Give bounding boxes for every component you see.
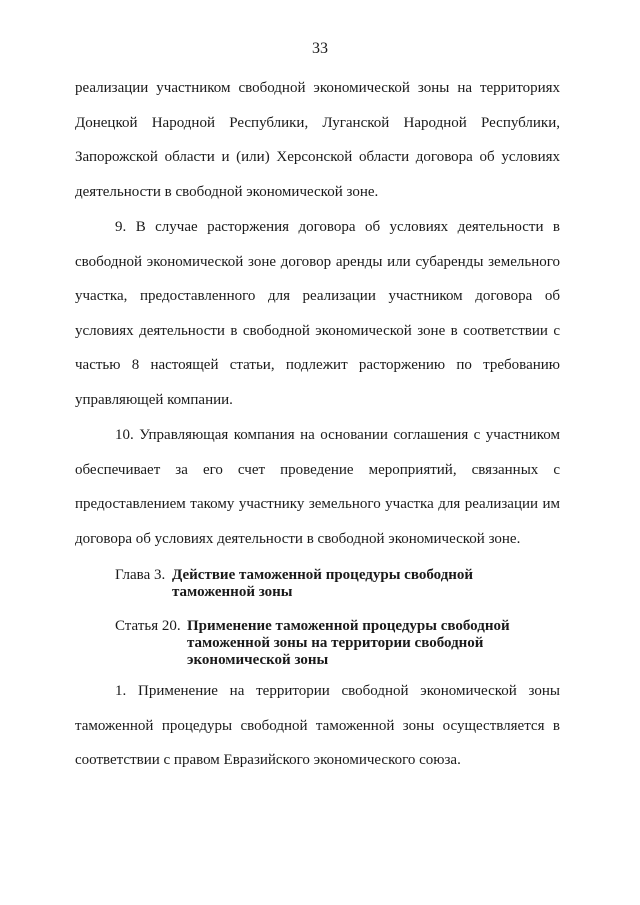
paragraph-continuation: реализации участником свободной экономической зоны на территориях Донецкой Народной Республики, Луганской Народной Республики, Запорожской области и (или) Херсонской области договора об условиях деятельности в свободной экономической зоне. — [75, 80, 560, 200]
chapter-title: Действие таможенной процедуры свободной таможенной зоны — [172, 567, 474, 600]
article-label: Статья 20. — [115, 618, 181, 634]
article-heading — [115, 618, 560, 674]
paragraph-item-10: 10. Управляющая компания на основании соглашения с участником обеспечивает за его счет проведение мероприятий, связанных с предоставлением такому участнику земельного участка для реализации им договора об условиях деятельности в свободной экономической зоне. — [75, 427, 560, 547]
article-title: Применение таможенной процедуры свободной таможенной зоны на территории свободной экономической зоны — [187, 618, 510, 668]
chapter-label: Глава 3. — [115, 567, 166, 583]
paragraph-item-9: 9. В случае расторжения договора об условиях деятельности в свободной экономической зоне договор аренды или субаренды земельного участка, предоставленного для реализации участником договора об условиях деятельности в свободной экономической зоне в соответствии с частью 8 настоящей статьи, подлежит расторжению по требованию управляющей компании. — [75, 219, 560, 408]
page-number: 33 — [312, 40, 328, 57]
article-paragraph-1: 1. Применение на территории свободной экономической зоны таможенной процедуры свободной таможенной зоны осуществляется в соответствии с правом Евразийского экономического союза. — [75, 683, 560, 768]
chapter-heading — [115, 567, 560, 607]
